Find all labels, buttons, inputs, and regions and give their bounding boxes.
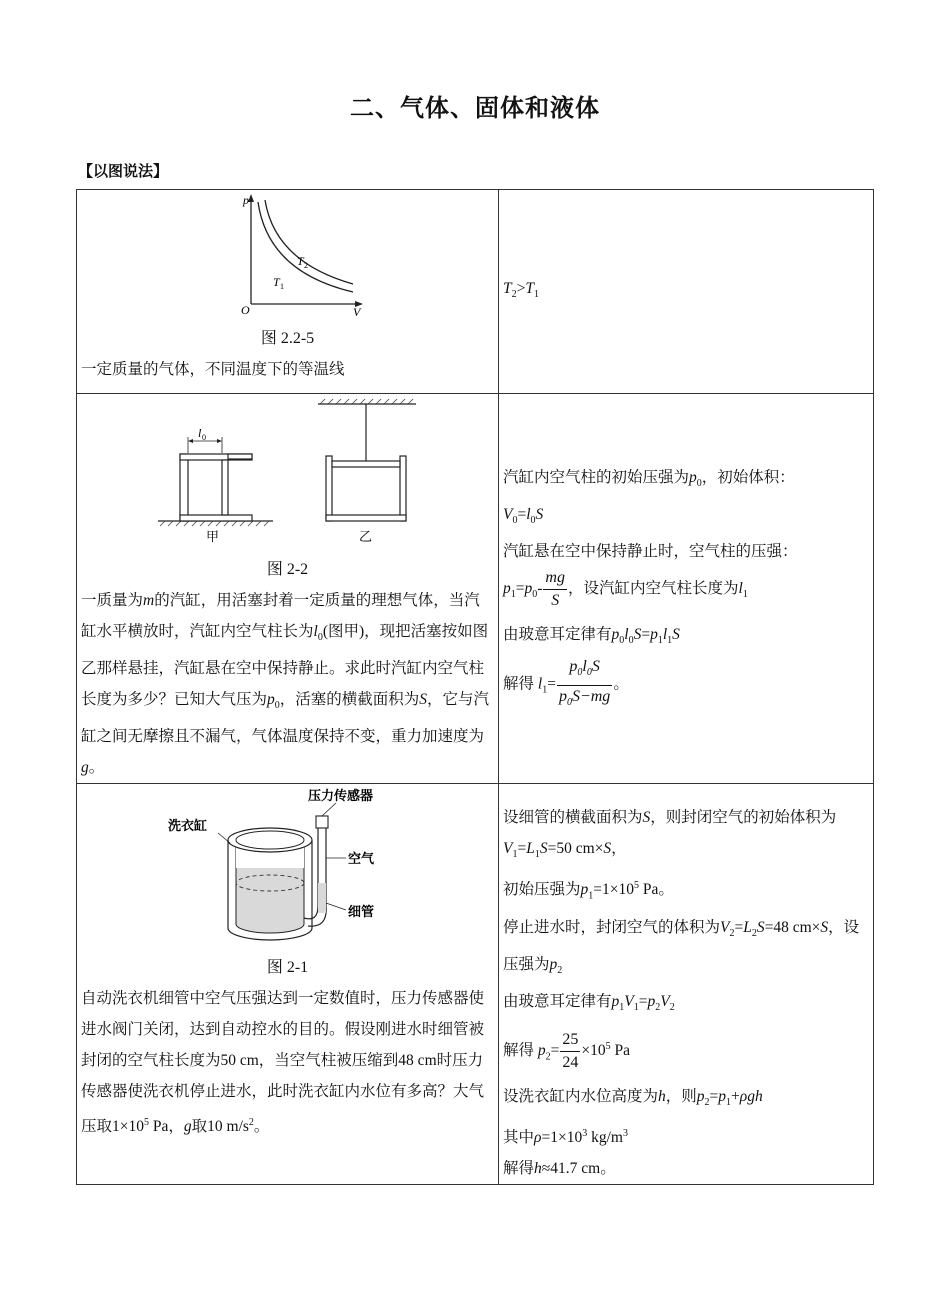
t1-sub-label: 1 bbox=[279, 282, 284, 291]
yi-label: 乙 bbox=[358, 530, 372, 544]
isotherm-t2-curve bbox=[265, 200, 353, 284]
question-text: 一定质量的气体，不同温度下的等温线 bbox=[81, 361, 345, 378]
table-row bbox=[77, 394, 874, 784]
cell-answer-3 bbox=[499, 784, 874, 1185]
t2-sub-label: 2 bbox=[303, 261, 308, 270]
isotherm-figure bbox=[213, 192, 363, 317]
question-text: 一质量为m的汽缸，用活塞封着一定质量的理想气体，当汽缸水平横放时，汽缸内空气柱长为$l_0$(图甲)，现把活塞按如图乙那样悬挂，汽缸悬在空中保持静止。求此时汽缸内空气柱长度为多少？已知大气压为$p_0$，活塞的横截面积为S，它与汽缸之间无摩擦且不漏气，气体温度保持不变，重力加速度为g。 bbox=[81, 592, 490, 777]
cylinder-jia bbox=[158, 426, 273, 544]
answer-text: 设细管的横截面积为S，则封闭空气的初始体积为$V_1=L_1S=50$ cm×S， 初始压强为$p_1=1\times 10^5$ Pa。 停止进水时，封闭空气的体积为$V_2=L_2S=48$ cm×S，设压强为$p_2$ 由玻意耳定律有$p_1V_1=p_2V_2$ 解得 $p_2=$ $\frac{25}{24}$ $\times 10^5$ Pa 设洗衣缸内水位高度为h，则$p_2=p_1+\rho gh$ 其中$\rho=1\times 10^3$ $kg/m^3$ 解得h≈41.7 cm。 bbox=[503, 809, 860, 1178]
cylinder-yi bbox=[318, 399, 416, 544]
answer-text: $T_2>T_1$ bbox=[503, 280, 539, 301]
content-table bbox=[76, 189, 874, 1185]
table-row bbox=[77, 190, 874, 394]
cylinder-figure bbox=[158, 399, 418, 544]
cell-figure-1 bbox=[77, 190, 499, 394]
page-title: 二、气体、固体和液体 bbox=[350, 94, 600, 122]
l0-label: l bbox=[197, 426, 201, 440]
tube-label: 细管 bbox=[347, 905, 374, 921]
table-row bbox=[77, 784, 874, 1185]
cell-figure-2 bbox=[77, 394, 499, 784]
washer-figure bbox=[168, 788, 408, 948]
origin-label: O bbox=[240, 303, 250, 317]
cell-answer-1 bbox=[499, 190, 874, 394]
t2-label: T bbox=[296, 254, 304, 268]
answer-text: 汽缸内空气柱的初始压强为$p_0$，初始体积： $V_0=l_0S$ 汽缸悬在空中保持静止时，空气柱的压强： $p_1=p_0-$ $\frac{mg}{S}$ ，设汽缸内空气柱长度为$l_1$ 由玻意耳定律有$p_0l_0S=p_1l_1S$ 解得 $l_1=$ $\frac{p_0l_0S}{p_0S-mg}$ 。 bbox=[503, 469, 798, 708]
jia-label: 甲 bbox=[205, 530, 219, 544]
axis-p-label: p bbox=[242, 193, 249, 207]
air-label: 空气 bbox=[347, 852, 374, 868]
l0-sub-label: 0 bbox=[201, 433, 206, 442]
sensor-label: 压力传感器 bbox=[307, 789, 373, 805]
t1-label: T bbox=[272, 275, 280, 289]
figure-caption: 图 2-2 bbox=[266, 561, 309, 578]
cell-figure-3 bbox=[77, 784, 499, 1185]
washer-label: 洗衣缸 bbox=[167, 819, 207, 835]
cell-answer-2 bbox=[499, 394, 874, 784]
figure-caption: 图 2-1 bbox=[266, 959, 309, 977]
section-label: 【以图说法】 bbox=[78, 162, 169, 180]
axis-v-label: V bbox=[352, 305, 360, 317]
figure-caption: 图 2.2-5 bbox=[260, 330, 315, 347]
question-text: 自动洗衣机细管中空气压强达到一定数值时，压力传感器使进水阀门关闭，达到自动控水的目的。假设刚进水时细管被封闭的空气柱长度为50 cm，当空气柱被压缩到48 cm时压力传感器使洗衣机停止进水，此时洗衣缸内水位有多高？大气压取$1\times 10^5$ Pa，g取10 $m/s^2$。 bbox=[81, 990, 485, 1136]
